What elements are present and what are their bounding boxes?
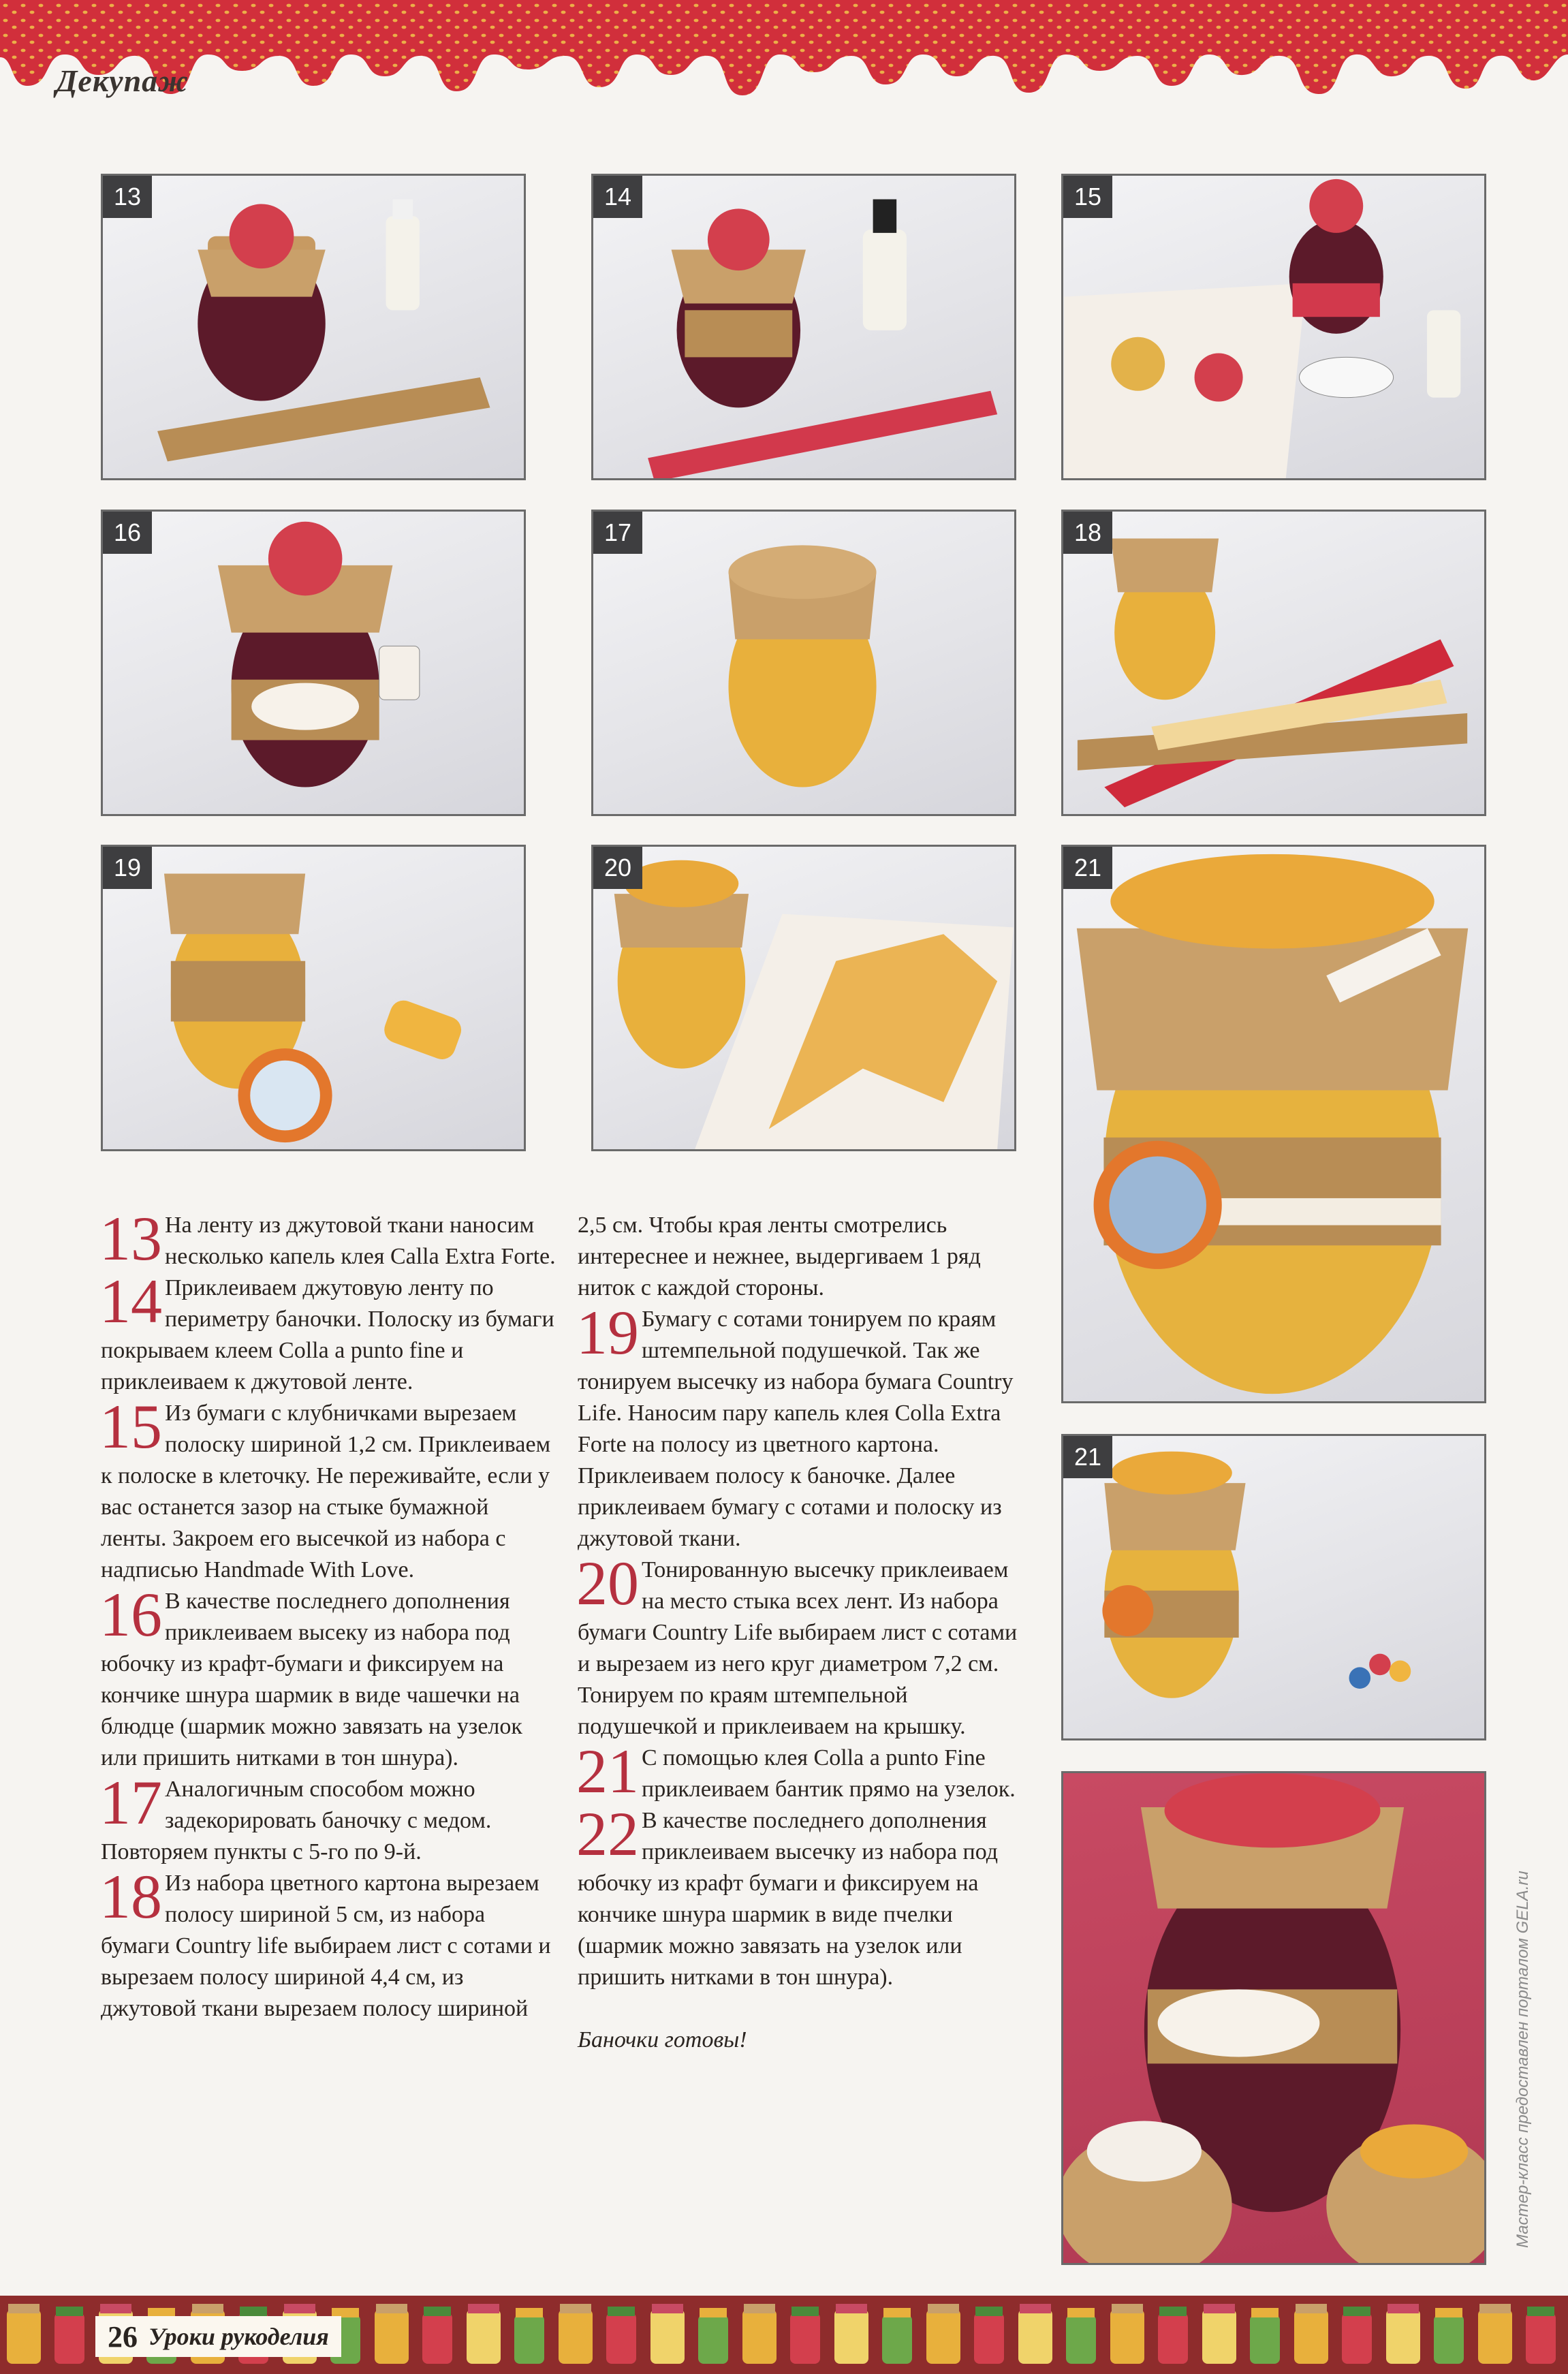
step-text: В качестве последнего дополнения приклеиваем высечку из набора под юбочку из крафт бумаги и фиксируем на кончике шнура шармик в виде пчелки (шармик можно завязать на узелок или пришить нитками в тон шнура). (578, 1808, 999, 1990)
step-text: Тонированную высечку приклеиваем на место стыка всех лент. Из набора бумаги Country Life выбираем лист с сотами и вырезаем из него круг диаметром 7,2 см. Тонируем по краям штемпельной подушечкой и приклеиваем на крышку. (578, 1557, 1018, 1739)
page-number: 26 (108, 2320, 138, 2354)
step-18 (99, 1862, 557, 2025)
jar-with-sticker-sheet-image (1063, 176, 1484, 478)
step-photo-17 (591, 510, 1016, 816)
step-photo-20 (591, 845, 1016, 1151)
step-18-continued: 2,5 см. Чтобы края ленты смотрелись интереснее и нежнее, выдергиваем 1 ряд ниток с каждой стороны. (578, 1213, 981, 1300)
step-16 (99, 1580, 557, 1774)
step-badge: 21 (1063, 847, 1112, 889)
section-label: Декупаж (56, 63, 189, 98)
step-text: С помощью клея Colla a punto Fine приклеиваем бантик прямо на узелок. (642, 1745, 1016, 1802)
text-column-2 (578, 1210, 1027, 2056)
final-jars-photo (1061, 1771, 1486, 2265)
step-photo-21-large (1061, 845, 1486, 1403)
step-badge: 15 (1063, 176, 1112, 218)
jar-with-burlap-strip-image (103, 176, 524, 478)
step-badge: 19 (103, 847, 152, 889)
step-badge: 17 (593, 512, 642, 554)
step-19 (576, 1298, 1027, 1555)
step-text: Приклеиваем джутовую ленту по периметру баночки. Полоску из бумаги покрываем клеем Colla a punto fine и приклеиваем к джутовой ленте. (101, 1275, 554, 1394)
step-number: 13 (99, 1204, 162, 1273)
page-footer (95, 2316, 341, 2357)
step-number: 19 (576, 1298, 639, 1367)
step-photo-14 (591, 174, 1016, 480)
step-14 (99, 1266, 557, 1398)
step-badge: 21 (1063, 1436, 1112, 1478)
magazine-name: Уроки рукоделия (148, 2323, 329, 2350)
step-badge: 20 (593, 847, 642, 889)
step-photo-16 (101, 510, 526, 816)
step-20 (576, 1548, 1027, 1743)
honey-jar-with-burlap-band-image (103, 847, 524, 1149)
step-15 (99, 1392, 557, 1586)
finished-jars-group-image (1063, 1773, 1484, 2263)
step-13 (99, 1204, 557, 1273)
step-number: 15 (99, 1392, 162, 1461)
step-number: 17 (99, 1768, 162, 1837)
jar-with-gingham-strip-image (593, 176, 1014, 478)
step-badge: 16 (103, 512, 152, 554)
step-photo-21-small (1061, 1434, 1486, 1740)
step-17 (99, 1768, 557, 1868)
honeycomb-paper-and-jar-image (593, 847, 1014, 1149)
finished-honey-jar-closeup-image (1063, 847, 1484, 1401)
step-photo-18 (1061, 510, 1486, 816)
step-photo-13 (101, 174, 526, 480)
step-text: Из бумаги с клубничками вырезаем полоску шириной 1,2 см. Приклеиваем к полоске в клеточку. Не переживайте, если у вас останется зазор на стыке бумажной ленты. Закроем его высечкой из набора с надписью Handmade With Love. (101, 1401, 551, 1582)
text-column-1 (99, 1204, 557, 2025)
honey-jar-with-strips-image (1063, 512, 1484, 814)
finale-text: Баночки готовы! (578, 2027, 747, 2052)
step-text: Бумагу с сотами тонируем по краям штемпельной подушечкой. Так же тонируем высечку из набора бумага Country Life. Наносим пару капель клея Colla Extra Forte на полосу из цветного картона. Приклеиваем полосу к баночке. Далее приклеиваем бумагу с сотами и полоску из джутовой ткани. (578, 1307, 1014, 1551)
step-22 (576, 1799, 1027, 1993)
step-badge: 13 (103, 176, 152, 218)
step-text: В качестве последнего дополнения приклеиваем высеку из набора под юбочку из крафт-бумаги и фиксируем на кончике шнура шармик в виде чашечки на блюдце (шармик можно завязать на узелок или пришить нитками в тон шнура). (101, 1589, 522, 1770)
step-number: 20 (576, 1548, 639, 1618)
step-photo-19 (101, 845, 526, 1151)
finished-honey-jar-with-charms-image (1063, 1436, 1484, 1738)
step-text: Из набора цветного картона вырезаем полосу шириной 5 см, из набора бумаги Country life выбираем лист с сотами и вырезаем полосу шириной 4,4 см, из джутовой ткани вырезаем полосу шириной (101, 1871, 551, 2021)
decorated-strawberry-jar-image (103, 512, 524, 814)
step-number: 22 (576, 1799, 639, 1869)
step-number: 16 (99, 1580, 162, 1649)
step-text: Аналогичным способом можно задекорировать баночку с медом. Повторяем пункты с 5-го по 9-й. (101, 1777, 492, 1864)
honey-jar-with-kraft-lid-image (593, 512, 1014, 814)
step-21 (576, 1736, 1027, 1806)
step-text: На ленту из джутовой ткани наносим несколько капель клея Calla Extra Forte. (165, 1213, 556, 1269)
step-number: 18 (99, 1862, 162, 1931)
step-photo-15 (1061, 174, 1486, 480)
top-jam-drip-border (0, 0, 1568, 102)
step-badge: 14 (593, 176, 642, 218)
photo-credit: Мастер-класс предоставлен порталом GELA.ru (1514, 1871, 1532, 2248)
step-number: 14 (99, 1266, 162, 1336)
step-badge: 18 (1063, 512, 1112, 554)
step-number: 21 (576, 1736, 639, 1806)
